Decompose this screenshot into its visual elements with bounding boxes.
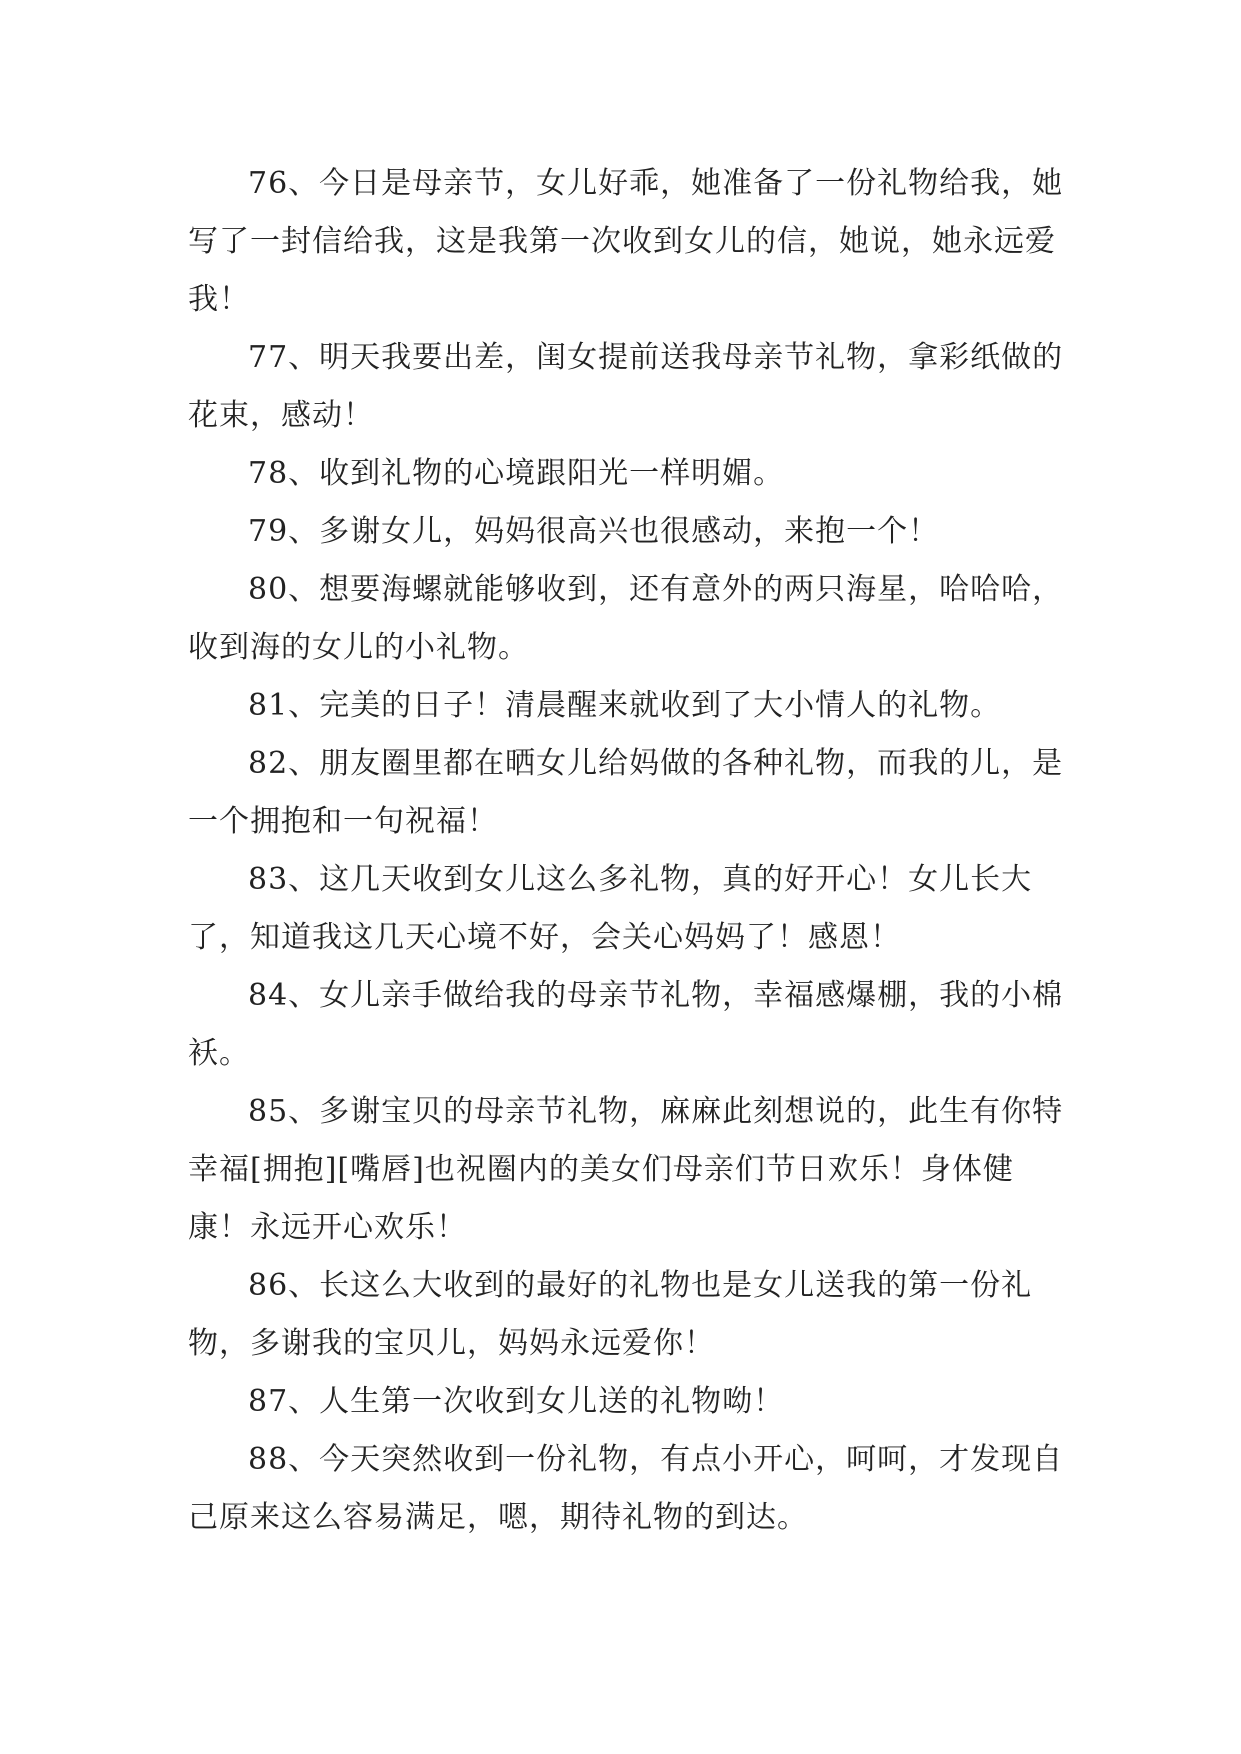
paragraph-79: 79、多谢女儿，妈妈很高兴也很感动，来抱一个！ <box>248 514 940 549</box>
paragraph-81: 81、完美的日子！清晨醒来就收到了大小情人的礼物。 <box>248 688 1002 723</box>
paragraph-87: 87、人生第一次收到女儿送的礼物呦！ <box>248 1384 785 1419</box>
paragraph-84: 84、女儿亲手做给我的母亲节礼物，幸福感爆棚，我的小棉袄。 <box>188 978 1064 1071</box>
paragraph-86: 86、长这么大收到的最好的礼物也是女儿送我的第一份礼物，多谢我的宝贝儿，妈妈永远爱你！ <box>188 1268 1033 1361</box>
paragraph-82: 82、朋友圈里都在晒女儿给妈做的各种礼物，而我的儿，是一个拥抱和一句祝福！ <box>188 746 1064 839</box>
document-body <box>188 155 1068 1547</box>
paragraph-78: 78、收到礼物的心境跟阳光一样明媚。 <box>248 456 785 491</box>
paragraph-76: 76、今日是母亲节，女儿好乖，她准备了一份礼物给我，她写了一封信给我，这是我第一次收到女儿的信，她说，她永远爱我！ <box>188 166 1064 317</box>
paragraph-77: 77、明天我要出差，闺女提前送我母亲节礼物，拿彩纸做的花束，感动！ <box>188 340 1064 433</box>
paragraph-83: 83、这几天收到女儿这么多礼物，真的好开心！女儿长大了，知道我这几天心境不好，会关心妈妈了！感恩！ <box>188 862 1033 955</box>
paragraph-88: 88、今天突然收到一份礼物，有点小开心，呵呵，才发现自己原来这么容易满足，嗯，期待礼物的到达。 <box>188 1442 1064 1535</box>
paragraph-80: 80、想要海螺就能够收到，还有意外的两只海星，哈哈哈，收到海的女儿的小礼物。 <box>188 572 1064 665</box>
paragraph-85: 85、多谢宝贝的母亲节礼物，麻麻此刻想说的，此生有你特幸福[拥抱][嘴唇]也祝圈内的美女们母亲们节日欢乐！身体健康！永远开心欢乐！ <box>188 1094 1064 1245</box>
